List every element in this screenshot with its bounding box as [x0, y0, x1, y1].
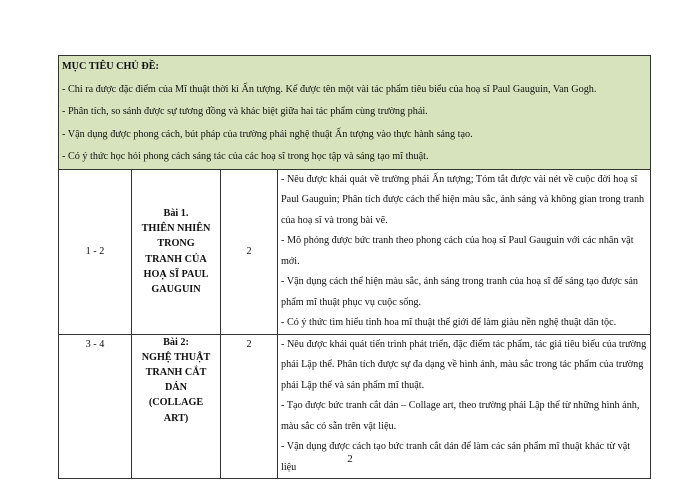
content-line: phẩm mĩ thuật phục vụ cuộc sống. [281, 296, 422, 308]
lesson-title-line: Bài 1. [163, 207, 189, 219]
content-line: - Nêu được khái quát tiến trình phát triển, đặc điểm tác phẩm, tác giả tiêu biểu của trường [281, 338, 647, 350]
table-row [59, 169, 651, 334]
hours-cell: 2 [221, 334, 278, 479]
lesson-title-line: ART) [163, 412, 189, 424]
content-line: mới. [281, 255, 300, 267]
content-line: - Nêu được khái quát về trường phái Ấn tượng; Tóm tắt được vài nét về cuộc đời hoạ sĩ [281, 173, 638, 185]
lesson-title-line: TRONG [157, 238, 195, 250]
goals-row [59, 56, 651, 170]
content-line: Paul Gauguin; Phân tích được cách thể hiện màu sắc, ánh sáng và không gian trong tranh [281, 194, 645, 205]
period-cell: 3 - 4 [59, 334, 132, 479]
lesson-title-line: Bài 2: [163, 336, 189, 348]
goal-line: - Có ý thức học hỏi phong cách sáng tác của các hoạ sĩ trong học tập và sáng tạo mĩ thuật. [62, 151, 429, 162]
content-line: - Vận dụng được cách tạo bức tranh cắt dán để làm các sản phẩm mĩ thuật khác từ vật liệu [281, 441, 631, 473]
content-line: - Tạo được bức tranh cắt dán – Collage art, theo trường phái Lập thể từ những hình ảnh, [281, 400, 640, 411]
content-line: phái Lập thể. Phân tích được sự đa dạng về hình ảnh, màu sắc trong tác phẩm của trường [281, 359, 644, 370]
lesson-title-line: HOẠ SĨ PAUL [143, 268, 209, 280]
hours-cell: 2 [221, 169, 278, 334]
lesson-title-line: TRANH CẮT [145, 366, 207, 378]
lesson-plan-table [58, 55, 651, 479]
goals-cell [59, 56, 651, 170]
goals-heading: MỤC TIÊU CHỦ ĐỀ: [62, 61, 159, 72]
period-cell: 1 - 2 [59, 169, 132, 334]
content-line: - Vận dụng cách thể hiện màu sắc, ánh sáng trong tranh của hoạ sĩ để sáng tạo được sản [281, 276, 638, 287]
lesson-title-cell [132, 169, 221, 334]
content-line: - Có ý thức tìm hiểu tinh hoa mĩ thuật thế giới để làm giàu nền nghệ thuật dân tộc. [281, 317, 617, 328]
lesson-title-line: GAUGUIN [151, 283, 201, 295]
lesson-title-line: TRANH CỦA [145, 253, 207, 265]
content-line: phái Lập thể và sản phẩm mĩ thuật. [281, 379, 425, 391]
content-line: - Mô phỏng được bức tranh theo phong cách của hoạ sĩ Paul Gauguin với các nhân vật [281, 235, 634, 246]
lesson-title-line: NGHỆ THUẬT [141, 351, 211, 363]
goal-line: - Chỉ ra được đặc điểm của Mĩ thuật thời kì Ấn tượng. Kể được tên một vài tác phẩm tiêu biểu của hoạ sĩ Paul Gauguin, Van Gogh. [62, 83, 597, 95]
lesson-title-line: (COLLAGE [148, 397, 204, 409]
lesson-title-line: THIÊN NHIÊN [141, 223, 211, 235]
lesson-title-line: DÁN [164, 382, 188, 394]
content-line: màu sắc có sẵn trên vật liệu. [281, 420, 397, 432]
content-cell [278, 169, 651, 334]
goal-line: - Phân tích, so sánh được sự tương đồng và khác biệt giữa hai tác phẩm cùng trường phái. [62, 106, 428, 117]
goal-line: - Vận dụng được phong cách, bút pháp của trường phái nghệ thuật Ấn tượng vào thực hành sáng tạo. [62, 128, 473, 140]
page-number: 2 [347, 453, 353, 465]
content-line: của hoạ sĩ và trong bài vẽ. [281, 214, 388, 226]
